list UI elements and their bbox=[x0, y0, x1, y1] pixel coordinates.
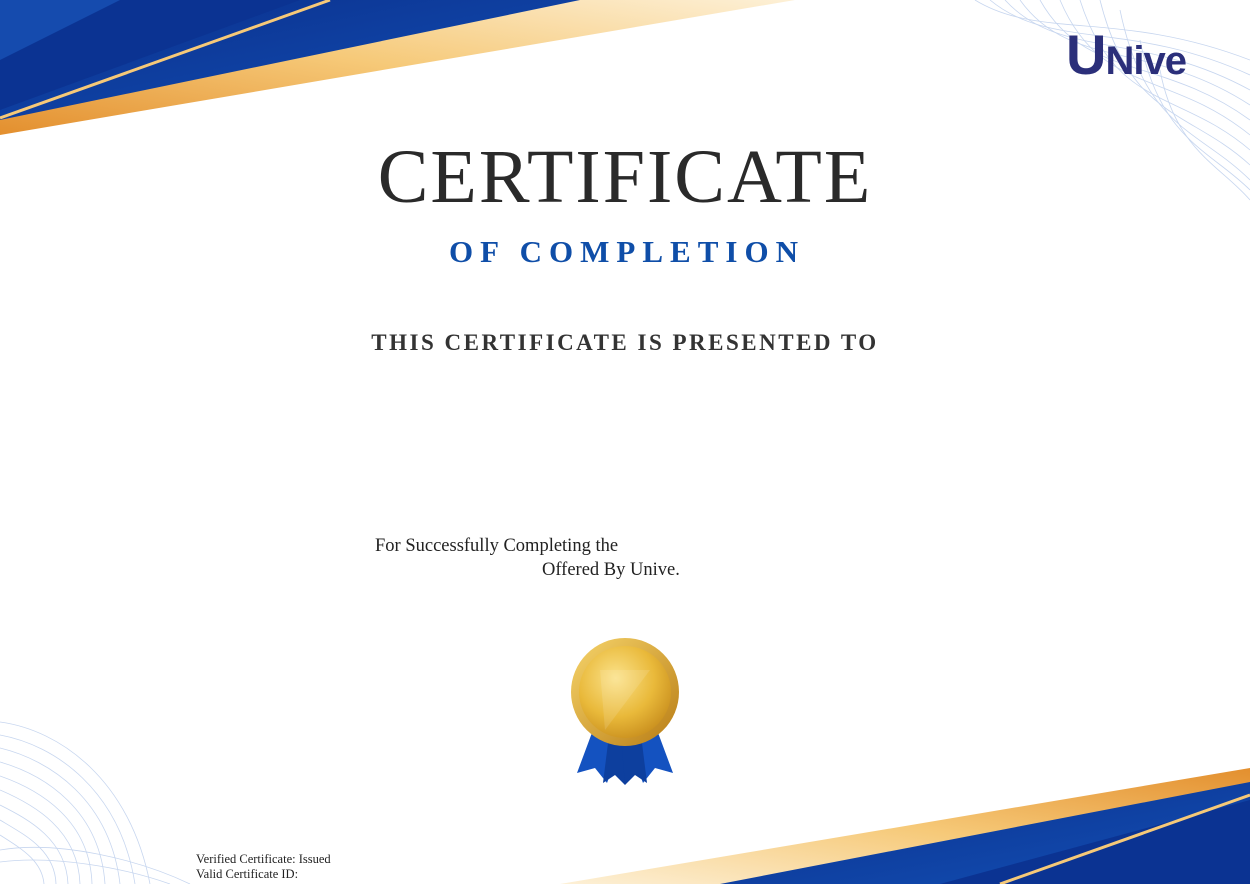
logo-text: UNive bbox=[1066, 23, 1186, 86]
offered-by-line: Offered By Unive. bbox=[542, 560, 680, 580]
wave-lines-bottom-left bbox=[0, 722, 190, 884]
certificate-id-label: Valid Certificate ID: bbox=[196, 867, 299, 881]
completion-line: For Successfully Completing the bbox=[375, 536, 619, 556]
gold-medal-icon bbox=[565, 635, 685, 790]
certificate-title: CERTIFICATE bbox=[377, 135, 873, 219]
unive-logo bbox=[1066, 23, 1208, 86]
certificate-subtitle: OF COMPLETION bbox=[449, 234, 805, 269]
corner-decoration-top-left bbox=[0, 0, 795, 135]
presented-to-heading: THIS CERTIFICATE IS PRESENTED TO bbox=[371, 330, 879, 355]
verified-certificate-label: Verified Certificate: Issued bbox=[196, 852, 331, 866]
